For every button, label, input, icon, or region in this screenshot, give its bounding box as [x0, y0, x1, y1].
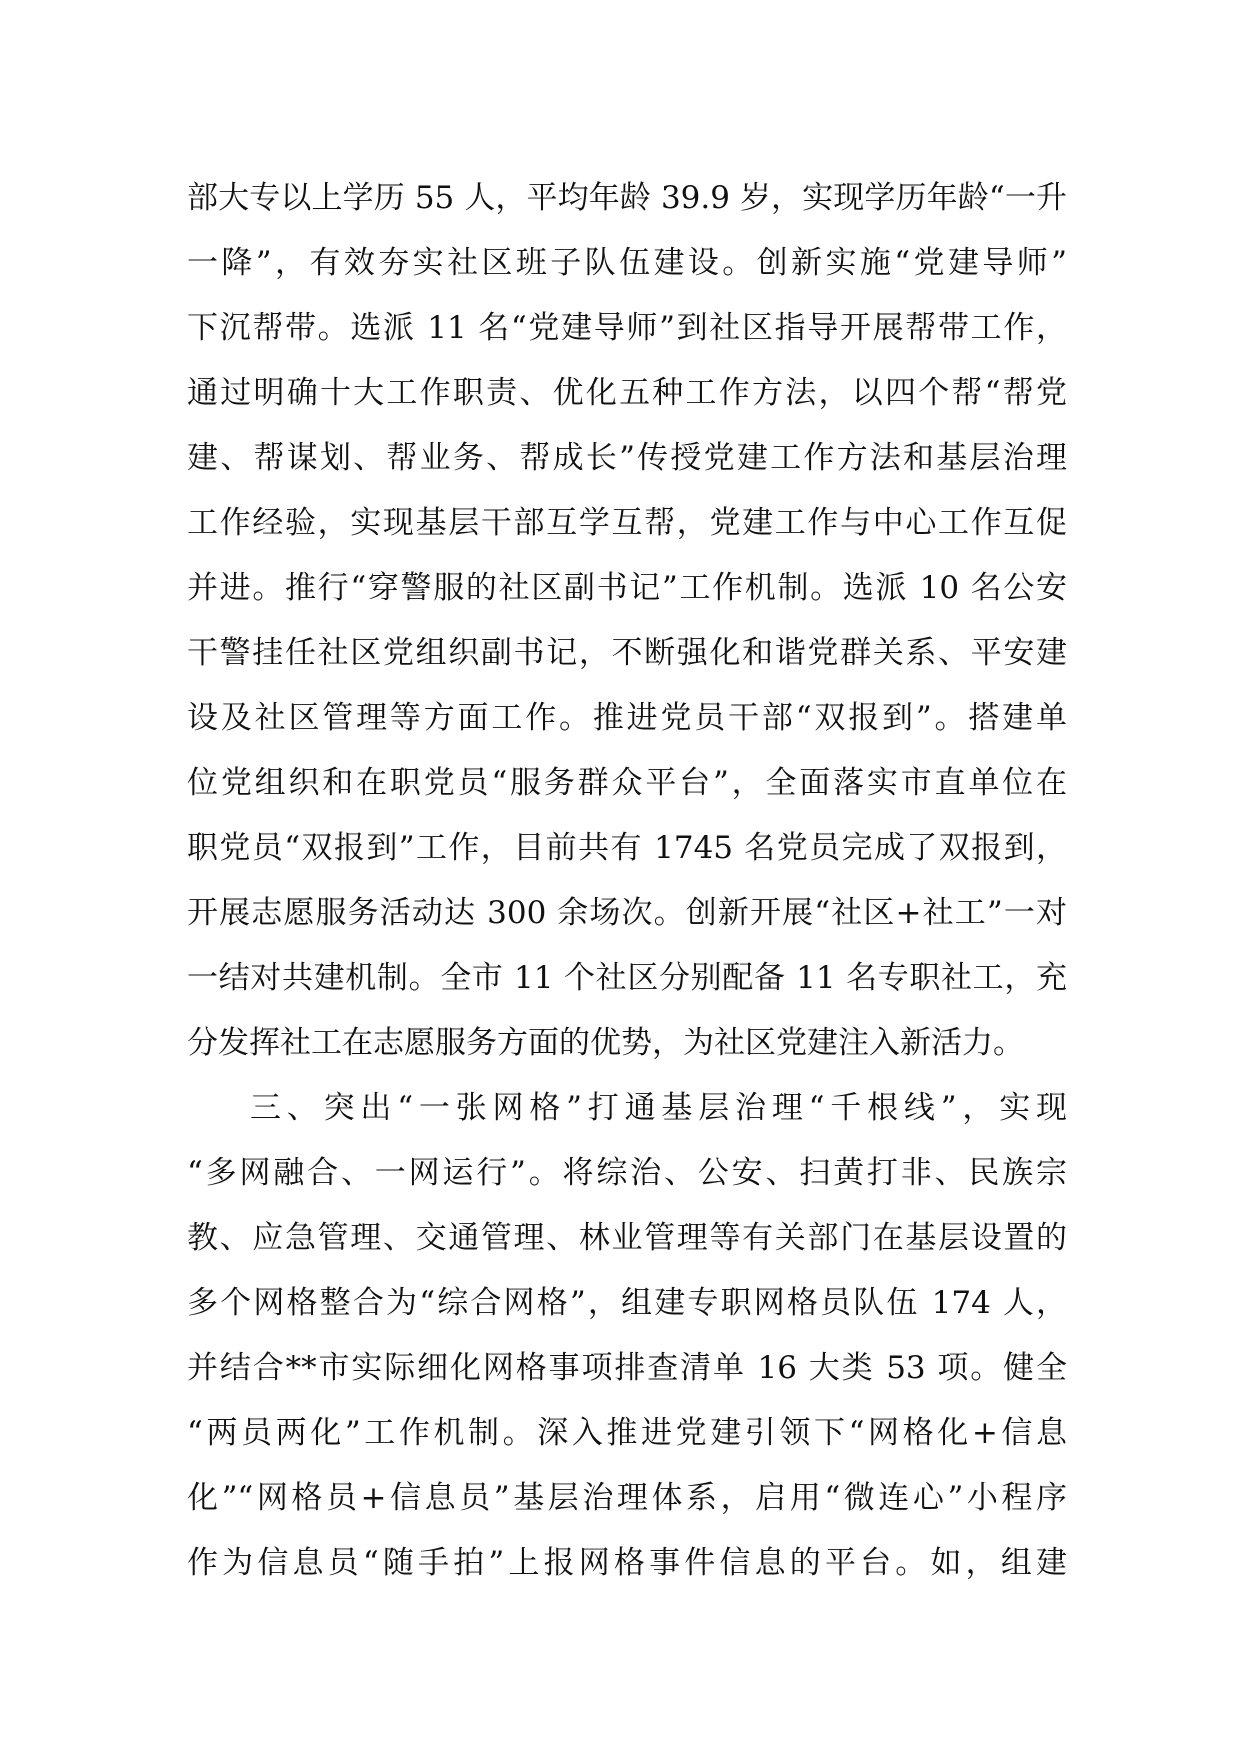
- text-line: 开展志愿服务活动达 300 余场次。创新开展“社区+社工”一对: [187, 895, 1067, 931]
- text-line: 通过明确十大工作职责、优化五种工作方法，以四个帮“帮党: [187, 375, 1067, 411]
- text-line: 一结对共建机制。全市 11 个社区分别配备 11 名专职社工，充: [187, 960, 1067, 996]
- text-line: “多网融合、一网运行”。将综治、公安、扫黄打非、民族宗: [187, 1155, 1067, 1191]
- text-line: 分发挥社工在志愿服务方面的优势，为社区党建注入新活力。: [187, 1025, 1024, 1061]
- text-line: 建、帮谋划、帮业务、帮成长”传授党建工作方法和基层治理: [187, 440, 1067, 476]
- body-text: [187, 166, 1067, 1596]
- section-heading-line: 三、突出“一张网格”打通基层治理“千根线”，实现: [250, 1090, 1067, 1126]
- text-line: 部大专以上学历 55 人，平均年龄 39.9 岁，实现学历年龄“一升: [187, 180, 1067, 216]
- text-line: 设及社区管理等方面工作。推进党员干部“双报到”。搭建单: [187, 700, 1067, 736]
- text-line: 位党组织和在职党员“服务群众平台”，全面落实市直单位在: [187, 765, 1067, 801]
- text-line: 多个网格整合为“综合网格”，组建专职网格员队伍 174 人，: [187, 1285, 1067, 1321]
- text-line: 化”“网格员+信息员”基层治理体系，启用“微连心”小程序: [187, 1480, 1067, 1516]
- text-line: 工作经验，实现基层干部互学互帮，党建工作与中心工作互促: [187, 505, 1067, 541]
- text-line: 下沉帮带。选派 11 名“党建导师”到社区指导开展帮带工作，: [187, 310, 1067, 346]
- text-line: 教、应急管理、交通管理、林业管理等有关部门在基层设置的: [187, 1220, 1067, 1256]
- text-line: “两员两化”工作机制。深入推进党建引领下“网格化+信息: [187, 1415, 1067, 1451]
- text-line: 并结合**市实际细化网格事项排查清单 16 大类 53 项。健全: [187, 1350, 1067, 1386]
- text-line: 干警挂任社区党组织副书记，不断强化和谐党群关系、平安建: [187, 635, 1067, 671]
- text-line: 作为信息员“随手拍”上报网格事件信息的平台。如，组建: [187, 1545, 1067, 1581]
- text-line: 并进。推行“穿警服的社区副书记”工作机制。选派 10 名公安: [187, 570, 1067, 606]
- text-line: 职党员“双报到”工作，目前共有 1745 名党员完成了双报到，: [187, 830, 1067, 866]
- text-line: 一降”，有效夯实社区班子队伍建设。创新实施“党建导师”: [187, 245, 1067, 281]
